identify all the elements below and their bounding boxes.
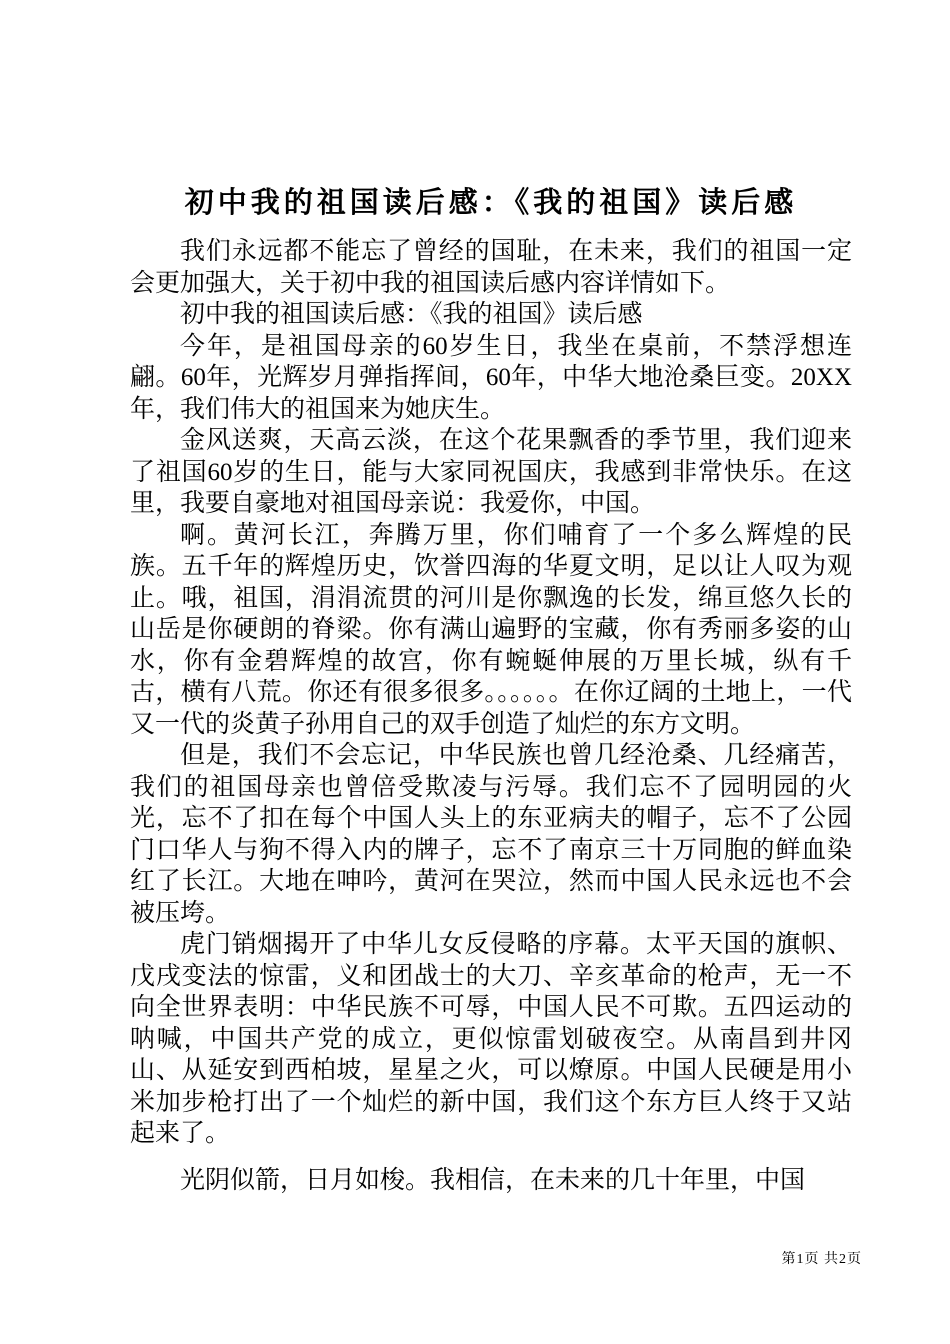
paragraph: 今年，是祖国母亲的60岁生日，我坐在桌前，不禁浮想连翩。60年，光辉岁月弹指挥间，60年，中华大地沧桑巨变。20XX年，我们伟大的祖国来为她庆生。 (130, 332, 852, 423)
paragraph: 啊。黄河长江，奔腾万里，你们哺育了一个多么辉煌的民族。五千年的辉煌历史，饮誉四海的华夏文明，足以让人叹为观止。哦，祖国，涓涓流贯的河川是你飘逸的长发，绵亘悠久长的山岳是你硬朗的脊梁。你有满山遍野的宝藏，你有秀丽多姿的山水，你有金碧辉煌的故宫，你有蜿蜒伸展的万里长城，纵有千古，横有八荒。你还有很多很多。。。。。。在你辽阔的土地上，一代又一代的炎黄子孙用自己的双手创造了灿烂的东方文明。 (130, 521, 852, 738)
document-title: 初中我的祖国读后感：《我的祖国》读后感 (184, 187, 798, 219)
paragraph: 金风送爽，天高云淡，在这个花果飘香的季节里，我们迎来了祖国60岁的生日，能与大家同祝国庆，我感到非常快乐。在这里，我要自豪地对祖国母亲说：我爱你，中国。 (130, 427, 852, 517)
page-number-indicator: 第1页 共2页 (781, 1252, 862, 1267)
document-body (130, 236, 852, 1196)
paragraph: 虎门销烟揭开了中华儿女反侵略的序幕。太平天国的旗帜、戊戌变法的惊雷，义和团战士的大刀、辛亥革命的枪声，无一不向全世界表明：中华民族不可辱，中国人民不可欺。五四运动的呐喊，中国共产党的成立，更似惊雷划破夜空。从南昌到井冈山、从延安到西柏坡，星星之火，可以燎原。中国人民硬是用小米加步枪打出了一个灿烂的新中国，我们这个东方巨人终于又站起来了。 (130, 931, 852, 1147)
page-footer (782, 1248, 863, 1268)
paragraph: 但是，我们不会忘记，中华民族也曾几经沧桑、几经痛苦，我们的祖国母亲也曾倍受欺凌与污辱。我们忘不了园明园的火光，忘不了扣在每个中国人头上的东亚病夫的帽子，忘不了公园门口华人与狗不得入内的牌子，忘不了南京三十万同胞的鲜血染红了长江。大地在呻吟，黄河在哭泣，然而中国人民永远也不会被压垮。 (130, 742, 852, 927)
document-content (130, 180, 852, 1196)
paragraph: 初中我的祖国读后感：《我的祖国》读后感 (180, 301, 643, 328)
paragraph: 光阴似箭，日月如梭。我相信，在未来的几十年里，中国 (180, 1166, 806, 1194)
paragraph: 我们永远都不能忘了曾经的国耻，在未来，我们的祖国一定会更加强大，关于初中我的祖国读后感内容详情如下。 (130, 238, 852, 297)
